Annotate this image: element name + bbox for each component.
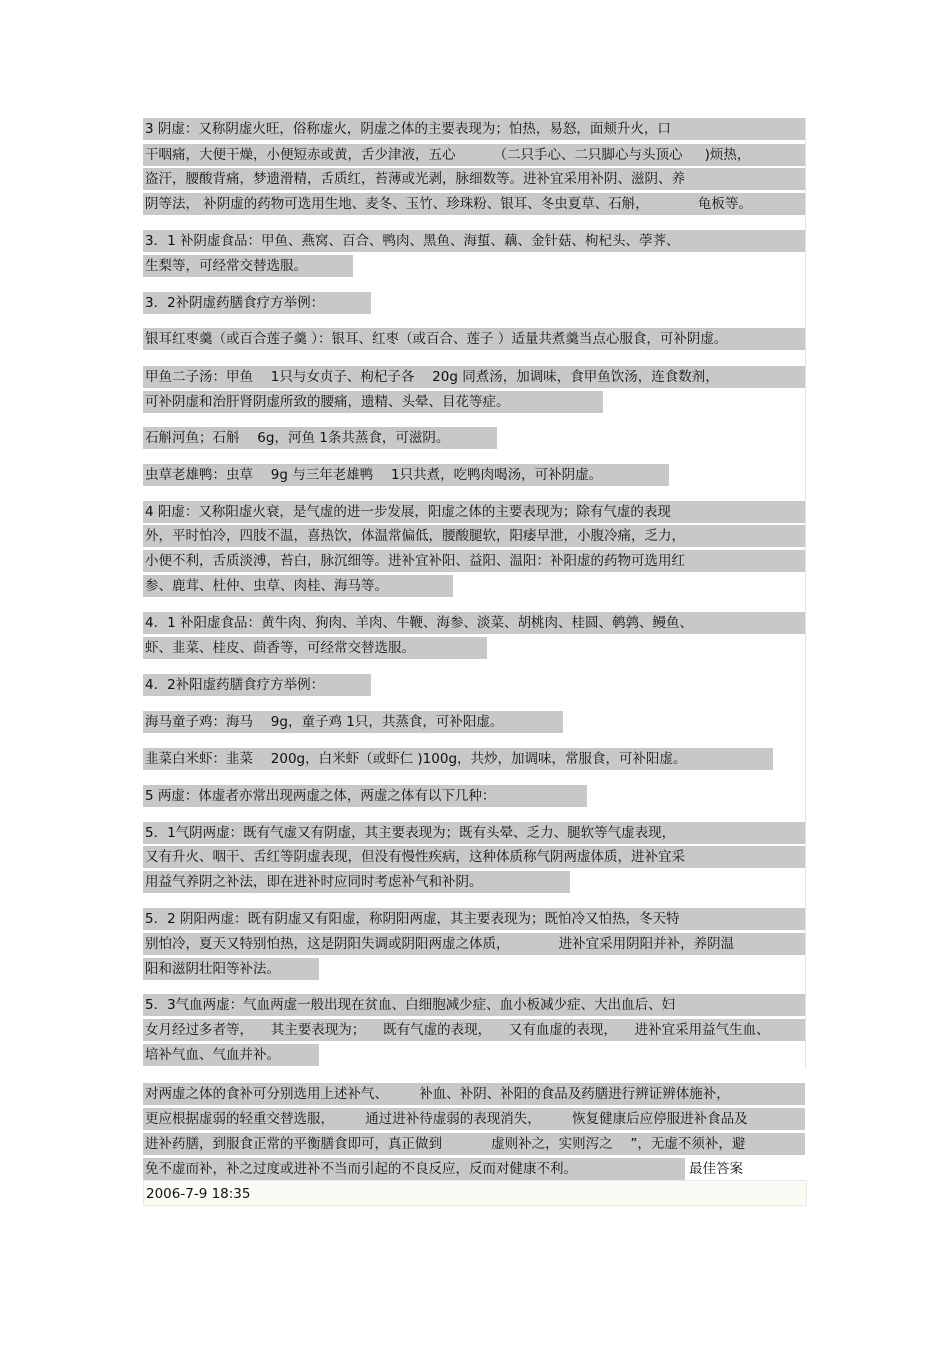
text-line: 免不虚而补，补之过度或进补不当而引起的不良反应，反而对健康不利。: [143, 1158, 685, 1180]
text-line: 参、鹿茸、杜仲、虫草、肉桂、海马等。: [143, 575, 453, 597]
text-line: 虫草老雄鸭：虫草 9g 与三年老雄鸭 1只共煮，吃鸭肉喝汤，可补阴虚。: [143, 464, 669, 486]
text-line: 盗汗，腰酸背痛，梦遗滑精，舌质红，苔薄或光剥，脉细数等。进补宜采用补阴、滋阴、养: [143, 168, 805, 190]
text-line: 3．2补阴虚药膳食疗方举例：: [143, 292, 371, 314]
answer-timestamp: 2006-7-9 18:35: [146, 1186, 251, 1202]
text-line: 石斛河鱼；石斛 6g，河鱼 1条共蒸食，可滋阴。: [143, 427, 497, 449]
best-answer-label: 最佳答案: [689, 1161, 743, 1177]
text-line: 5．2 阴阳两虚：既有阴虚又有阳虚，称阴阳两虚，其主要表现为；既怕冷又怕热，冬天特: [143, 908, 805, 930]
text-line: 培补气血、气血并补。: [143, 1044, 319, 1066]
text-line: 4 阳虚：又称阳虚火衰，是气虚的进一步发展，阳虚之体的主要表现为；除有气虚的表现: [143, 501, 805, 523]
text-line: 5．3气血两虚：气血两虚一般出现在贫血、白细胞减少症、血小板减少症、大出血后、妇: [143, 994, 805, 1016]
text-line: 阳和滋阴壮阳等补法。: [143, 958, 319, 980]
text-line: 小便不利，舌质淡溥，苔白，脉沉细等。进补宜补阳、益阳、温阳：补阳虚的药物可选用红: [143, 550, 805, 572]
text-line: 阴等法， 补阴虚的药物可选用生地、麦冬、玉竹、珍珠粉、银耳、冬虫夏草、石斛， 龟板等。: [143, 193, 805, 215]
right-border: [805, 118, 806, 1068]
text-line: 更应根据虚弱的轻重交替选服， 通过进补待虚弱的表现消失， 恢复健康后应停服进补食品及: [143, 1108, 805, 1130]
text-line: 银耳红枣羹（或百合莲子羹 ）：银耳、红枣（或百合、莲子 ）适量共煮羹当点心服食，可补阴虚。: [143, 328, 805, 350]
answer-footer: [143, 1180, 807, 1206]
text-line: 5．1气阴两虚：既有气虚又有阴虚，其主要表现为；既有头晕、乏力、腿软等气虚表现，: [143, 822, 805, 844]
text-line: 女月经过多者等， 其主要表现为； 既有气虚的表现， 又有血虚的表现， 进补宜采用益气生血、: [143, 1019, 805, 1041]
text-line: 海马童子鸡：海马 9g，童子鸡 1只，共蒸食，可补阳虚。: [143, 711, 563, 733]
text-line: 进补药膳，到服食正常的平衡膳食即可，真正做到 虚则补之，实则泻之 ”，无虚不须补，避: [143, 1133, 805, 1155]
text-line: 别怕冷，夏天又特别怕热，这是阴阳失调或阴阳两虚之体质， 进补宜采用阴阳并补，养阴温: [143, 933, 805, 955]
text-line: 4．2补阳虚药膳食疗方举例：: [143, 674, 371, 696]
text-line: 用益气养阴之补法，即在进补时应同时考虑补气和补阴。: [143, 871, 570, 893]
text-line: 虾、韭菜、桂皮、茴香等，可经常交替选服。: [143, 637, 487, 659]
text-line: 3 阴虚：又称阴虚火旺，俗称虚火，阴虚之体的主要表现为；怕热，易怒，面颊升火，口: [143, 118, 805, 140]
text-line: 甲鱼二子汤：甲鱼 1只与女贞子、枸杞子各 20g 同煮汤，加调味，食甲鱼饮汤，连食数剂，: [143, 366, 805, 388]
text-line: 4．1 补阳虚食品：黄牛肉、狗肉、羊肉、牛鞭、海参、淡菜、胡桃肉、桂圆、鹌鹑、鳗鱼、: [143, 612, 805, 634]
text-line: 生梨等，可经常交替选服。: [143, 255, 353, 277]
text-line: 5 两虚：体虚者亦常出现两虚之体，两虚之体有以下几种：: [143, 785, 587, 807]
text-line: 干咽痛，大便干燥，小便短赤或黄，舌少津液，五心 （二只手心、二只脚心与头顶心 )烦热，: [143, 144, 805, 166]
text-line: 可补阴虚和治肝肾阴虚所致的腰痛，遗精、头晕、目花等症。: [143, 391, 603, 413]
text-line: 对两虚之体的食补可分别选用上述补气、 补血、补阴、补阳的食品及药膳进行辨证辨体施补，: [143, 1083, 805, 1105]
text-line: 外，平时怕冷，四肢不温，喜热饮，体温常偏低，腰酸腿软，阳痿早泄，小腹冷痛，乏力，: [143, 525, 805, 547]
text-line: 又有升火、咽干、舌红等阴虚表现，但没有慢性疾病，这种体质称气阴两虚体质，进补宜采: [143, 846, 805, 868]
text-line: 韭菜白米虾：韭菜 200g，白米虾（或虾仁 )100g，共炒，加调味，常服食，可补阳虚。: [143, 748, 773, 770]
text-line: 3．1 补阴虚食品：甲鱼、燕窝、百合、鸭肉、黑鱼、海蜇、藕、金针菇、枸杞头、荸荠、: [143, 230, 805, 252]
